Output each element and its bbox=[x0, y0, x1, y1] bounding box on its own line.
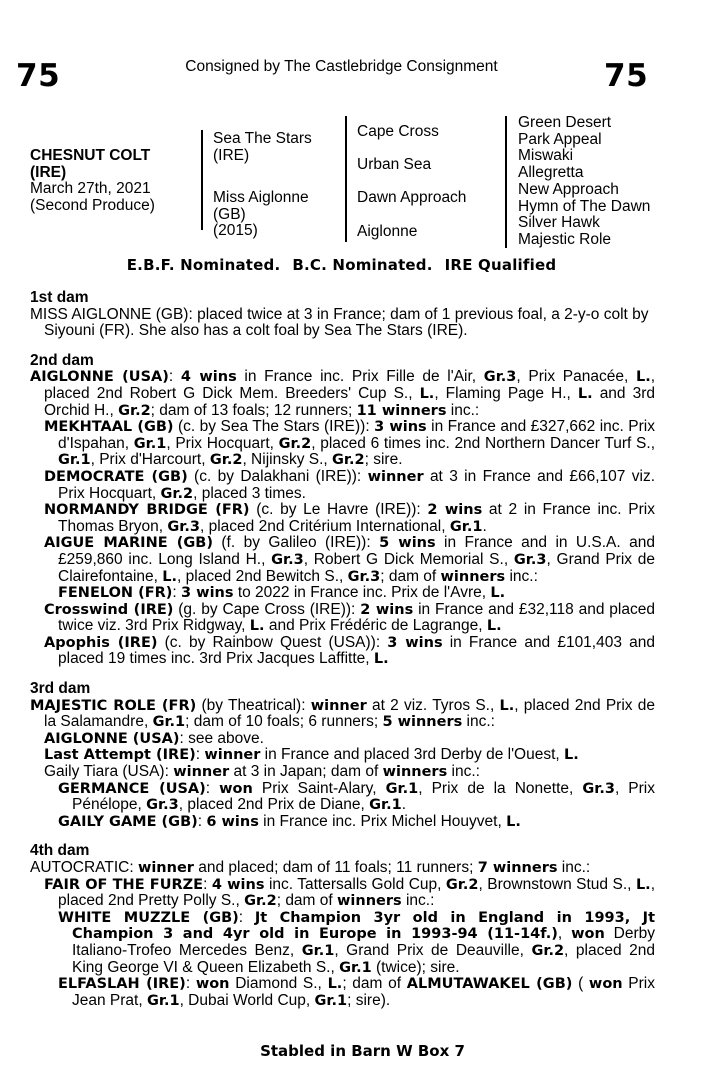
horse-origin: (IRE) bbox=[30, 163, 67, 181]
section-heading: 1st dam bbox=[30, 289, 89, 306]
grandsire-paternal: Cape Cross bbox=[357, 123, 439, 140]
dam-name: Miss Aiglonne (GB) (2015) bbox=[213, 189, 309, 240]
horse-summary bbox=[30, 148, 155, 215]
pedigree-bracket-3 bbox=[505, 116, 507, 248]
produce-entry: Gaily Tiara (USA): winner at 3 in Japan; dam of winners inc.: bbox=[44, 763, 480, 781]
produce-entry: GAILY GAME (GB): 6 wins in France inc. Prix Michel Houyvet, L. bbox=[58, 812, 521, 830]
produce-entry: MEKHTAAL (GB) (c. by Sea The Stars (IRE)): 3 wins in France and £327,662 inc. Prix d'Ispahan, Gr.1, Prix Hocquart, Gr.2, placed 6 times inc. 2nd Northern Dancer Turf S., Gr.1, Prix d'Harcourt, Gr.2, Nijinsky S., Gr.2; sire. bbox=[44, 418, 656, 469]
produce-entry: FAIR OF THE FURZE: 4 wins inc. Tattersalls Gold Cup, Gr.2, Brownstown Stud S., L., placed 2nd Pretty Polly S., Gr.2; dam of winners inc.: bbox=[44, 875, 655, 910]
section-heading: 2nd dam bbox=[30, 351, 94, 369]
produce-entry: AIGLONNE (USA): see above. bbox=[44, 729, 264, 747]
granddam-maternal: Aiglonne bbox=[357, 223, 418, 240]
consignor-line: Consigned by The Castlebridge Consignment bbox=[185, 58, 498, 75]
fourth-dam-entry: AUTOCRATIC: winner and placed; dam of 11 foals; 11 runners; 7 winners inc.: bbox=[30, 859, 591, 876]
foaling-date: March 27th, 2021 bbox=[30, 180, 151, 198]
produce-entry: ELFASLAH (IRE): won Diamond S., L.; dam of ALMUTAWAKEL (GB) ( won Prix Jean Prat, Gr.1, Dubai World Cup, Gr.1; sire). bbox=[58, 975, 655, 1009]
produce-note: (Second Produce) bbox=[30, 197, 155, 215]
second-dam-entry: AIGLONNE (USA): 4 wins in France inc. Prix Fille de l'Air, Gr.3, Prix Panacée, L., placed 2nd Robert G Dick Mem. Breeders' Cup S., L., Flaming Page H., L. and 3rd Orchid H., Gr.2; dam of 13 foals; 12 runners; 11 winners inc.: bbox=[30, 368, 656, 419]
produce-entry: NORMANDY BRIDGE (FR) (c. by Le Havre (IRE)): 2 wins at 2 in France inc. Prix Thomas Bryon, Gr.3, placed 2nd Critérium International, Gr.1. bbox=[44, 501, 655, 535]
section-heading: 4th dam bbox=[30, 842, 90, 860]
granddam-paternal: Urban Sea bbox=[357, 156, 432, 173]
third-dam-entry: MAJESTIC ROLE (FR) (by Theatrical): winner at 2 viz. Tyros S., L., placed 2nd Prix de la Salamandre, Gr.1; dam of 10 foals; 6 runners; 5 winners inc.: bbox=[30, 696, 655, 731]
lot-number-left: 75 bbox=[16, 58, 61, 94]
stabling-info: Stabled in Barn W Box 7 bbox=[260, 1042, 465, 1060]
third-generation: Green Desert Park Appeal Miswaki Allegretta New Approach Hymn of The Dawn Silver Hawk Majestic Role bbox=[518, 114, 651, 248]
section-heading: 3rd dam bbox=[30, 680, 91, 698]
produce-entry: Apophis (IRE) (c. by Rainbow Quest (USA)): 3 wins in France and £101,403 and placed 19 times inc. 3rd Prix Jacques Laffitte, L. bbox=[44, 633, 655, 668]
sire-name: Sea The Stars (IRE) bbox=[213, 130, 312, 164]
nominations-line: E.B.F. Nominated. B.C. Nominated. IRE Qualified bbox=[126, 256, 557, 274]
produce-entry: AIGUE MARINE (GB) (f. by Galileo (IRE)): 5 wins in France and in U.S.A. and £259,860 inc. Long Island H., Gr.3, Robert G Dick Memorial S., Gr.3, Grand Prix de Clairefontaine, L., placed 2nd Bewitch S., Gr.3; dam of winners inc.: bbox=[44, 534, 656, 585]
first-dam-entry: MISS AIGLONNE (GB): placed twice at 3 in France; dam of 1 previous foal, a 2-y-o colt by Siyouni (FR). She also has a colt foal by Sea The Stars (IRE). bbox=[30, 305, 649, 340]
pedigree-bracket-2 bbox=[345, 116, 347, 242]
produce-entry: Crosswind (IRE) (g. by Cape Cross (IRE)): 2 wins in France and £32,118 and placed twice viz. 3rd Prix Ridgway, L. and Prix Frédéric de Lagrange, L. bbox=[44, 600, 655, 635]
pedigree-bracket-1 bbox=[201, 130, 203, 230]
lot-number-right: 75 bbox=[604, 58, 649, 94]
produce-entry: DEMOCRATE (GB) (c. by Dalakhani (IRE)): winner at 3 in France and £66,107 viz. Prix Hocquart, Gr.2, placed 3 times. bbox=[44, 467, 656, 502]
produce-entry: WHITE MUZZLE (GB): Jt Champion 3yr old in England in 1993, Jt Champion 3 and 4yr old in Europe in 1993-94 (11-14f.), won Derby Italiano-Trofeo Mercedes Benz, Gr.1, Grand Prix de Deauville, Gr.2, placed 2nd King George VI & Queen Elizabeth S., Gr.1 (twice); sire. bbox=[58, 908, 655, 976]
catalogue-body bbox=[30, 290, 655, 1009]
produce-entry: FENELON (FR): 3 wins to 2022 in France inc. Prix de l'Avre, L. bbox=[58, 584, 506, 602]
horse-title: CHESNUT COLT bbox=[30, 147, 151, 164]
produce-entry: GERMANCE (USA): won Prix Saint-Alary, Gr.1, Prix de la Nonette, Gr.3, Prix Pénélope, Gr.3, placed 2nd Prix de Diane, Gr.1. bbox=[58, 779, 655, 814]
grandsire-maternal: Dawn Approach bbox=[357, 189, 467, 206]
produce-entry: Last Attempt (IRE): winner in France and placed 3rd Derby de l'Ouest, L. bbox=[44, 746, 579, 764]
